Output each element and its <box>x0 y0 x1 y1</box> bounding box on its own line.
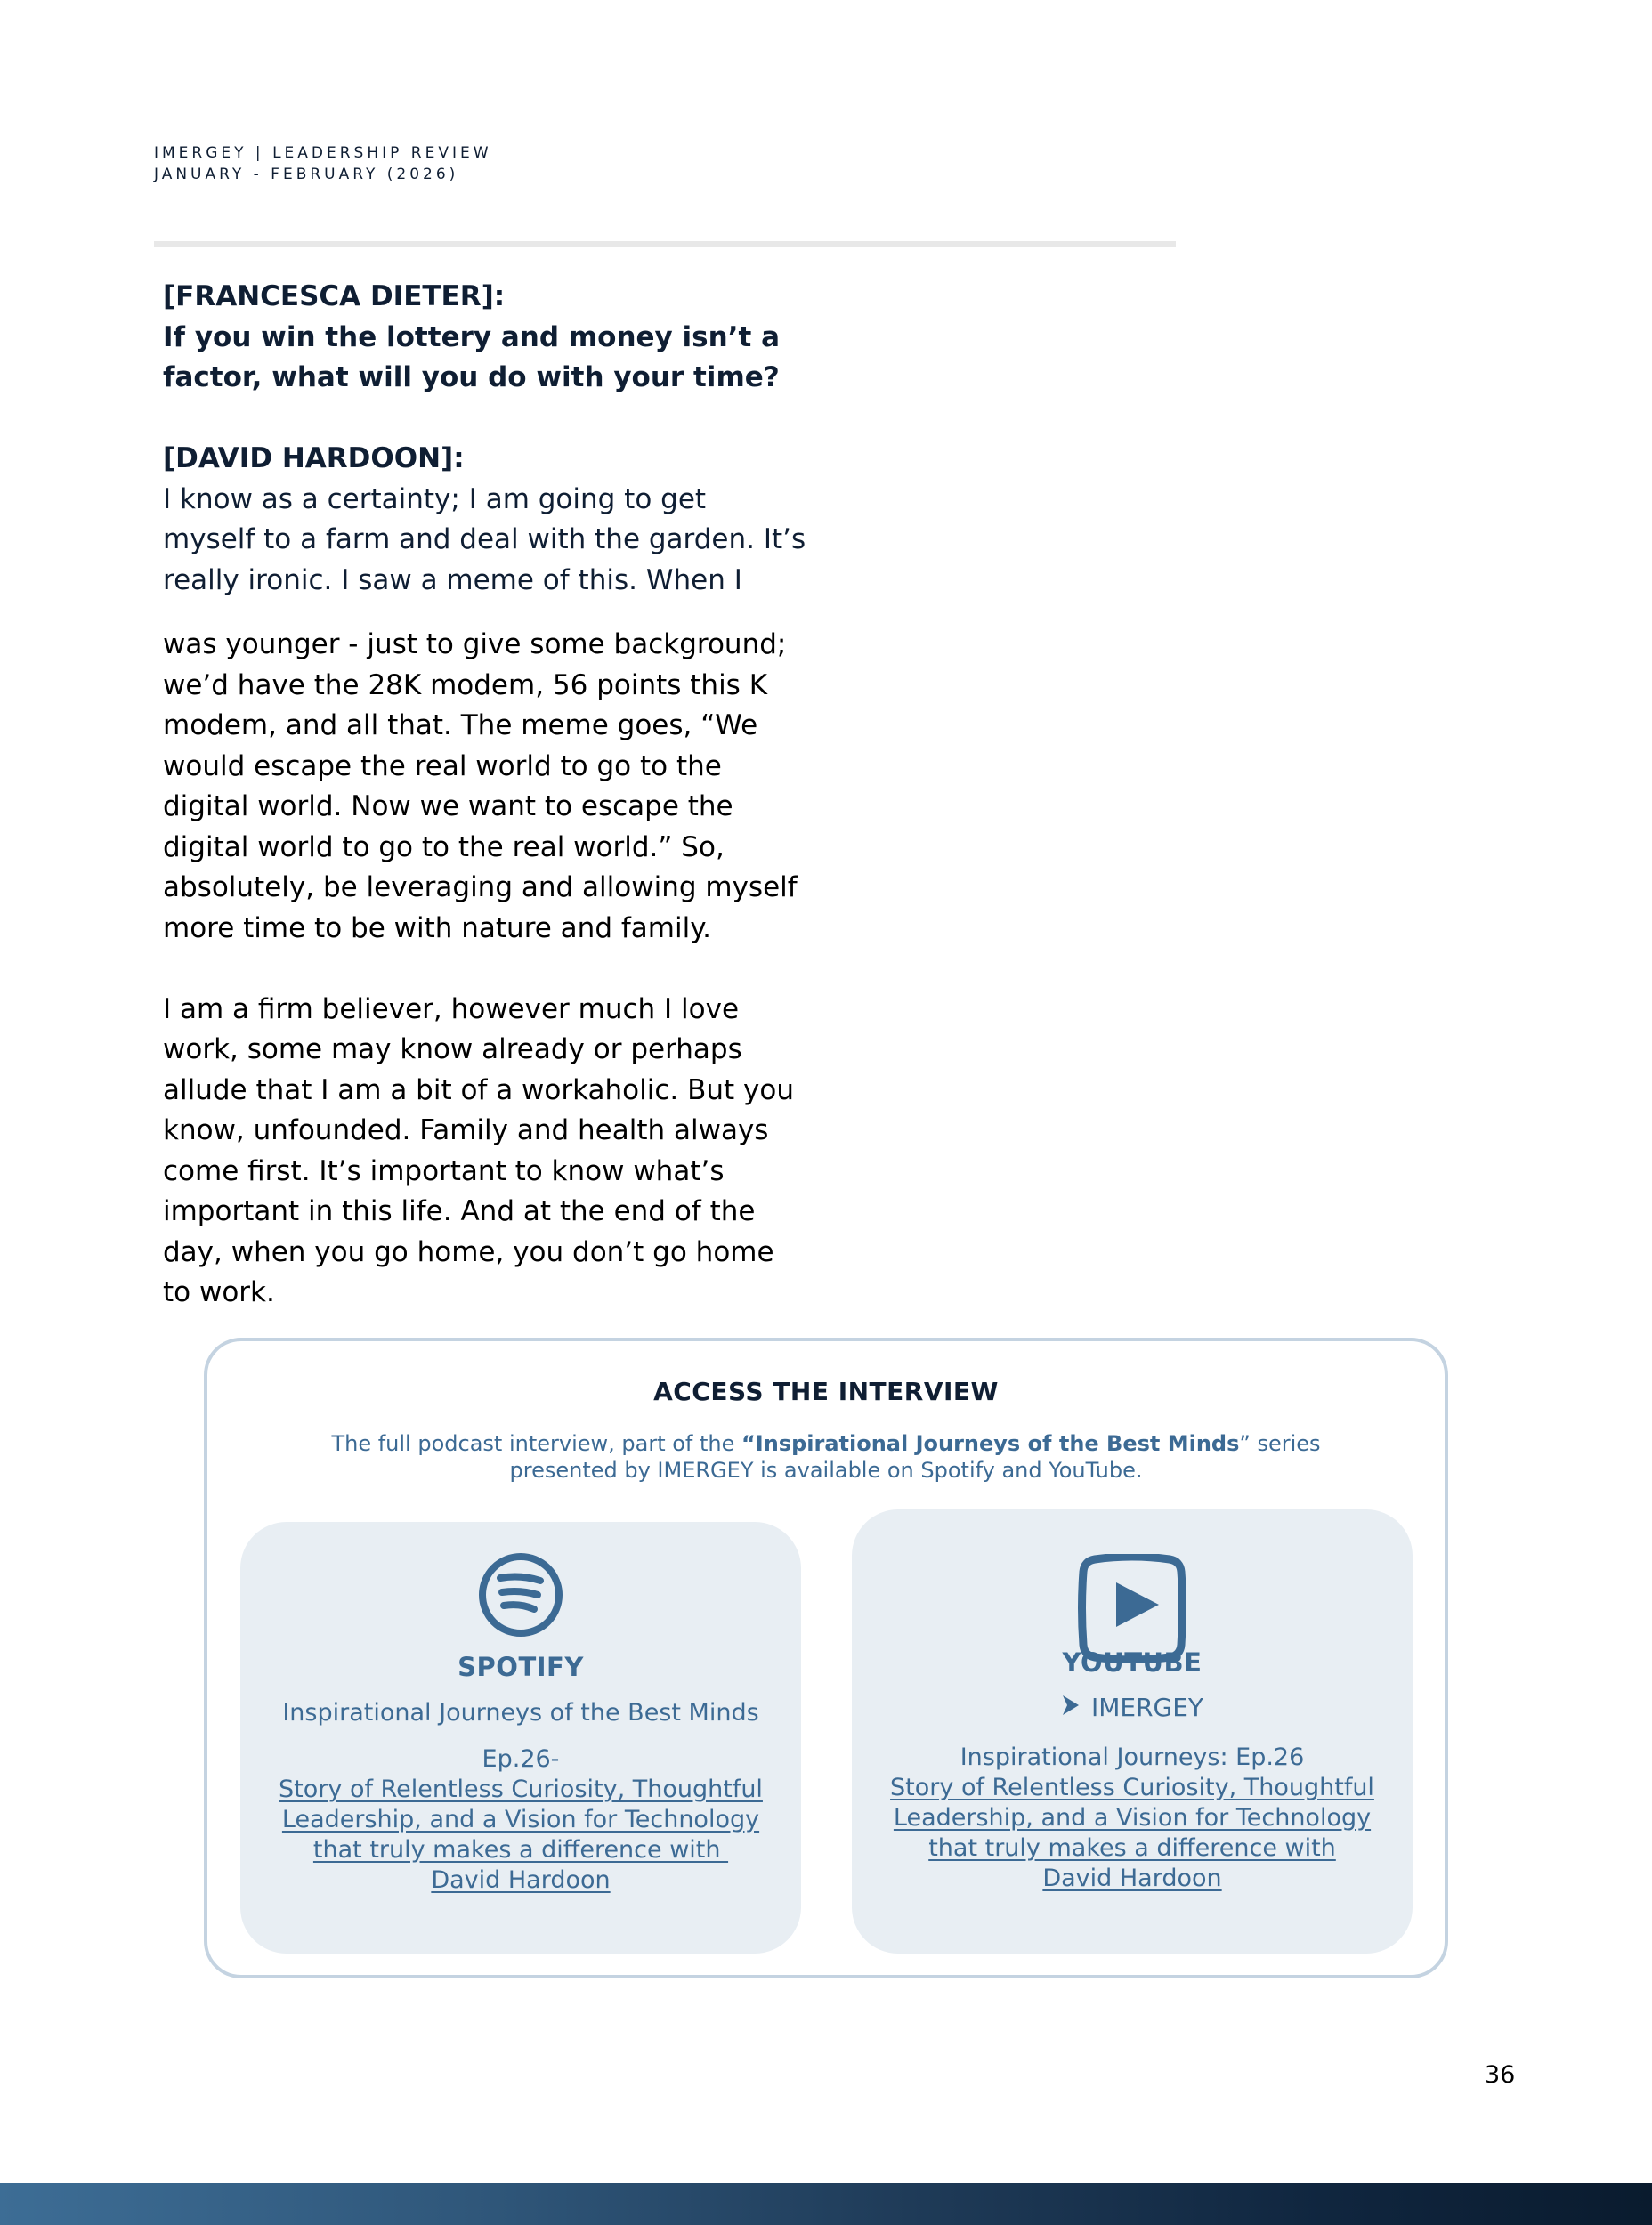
footer-bar <box>0 2183 1652 2225</box>
spotify-icon[interactable] <box>476 1550 565 1639</box>
desc-suffix: ” series <box>1239 1431 1321 1456</box>
interviewer-name: [FRANCESCA DIETER]: <box>163 280 506 312</box>
spotify-link-line[interactable]: Story of Relentless Curiosity, Thoughtful <box>279 1776 763 1803</box>
series-name: “Inspirational Journeys of the Best Minds <box>741 1431 1240 1456</box>
youtube-channel[interactable] <box>852 1693 1413 1722</box>
answer-line: digital world to go to the real world.” So, <box>163 830 725 863</box>
access-title: ACCESS THE INTERVIEW <box>653 1377 999 1406</box>
running-header <box>154 142 492 185</box>
access-interview-box <box>204 1338 1448 1978</box>
youtube-link-line[interactable]: that truly makes a difference with <box>928 1834 1336 1862</box>
spotify-episode-label: Ep.26- <box>482 1745 560 1773</box>
page-number: 36 <box>1485 2061 1516 2089</box>
youtube-episode <box>870 1743 1395 1894</box>
header-divider <box>154 241 1176 247</box>
youtube-channel-name[interactable]: IMERGEY <box>1090 1693 1204 1722</box>
answer-line: digital world. Now we want to escape the <box>163 790 733 822</box>
interviewee-name: [DAVID HARDOON]: <box>163 442 465 474</box>
youtube-card[interactable] <box>852 1509 1413 1954</box>
spotify-channel <box>240 1699 801 1727</box>
spotify-link-line[interactable]: David Hardoon <box>431 1866 611 1894</box>
question-line: If you win the lottery and money isn’t a <box>163 320 781 353</box>
answer-line: know, unfounded. Family and health always <box>163 1114 769 1146</box>
answer-line: really ironic. I saw a meme of this. When I <box>163 563 742 596</box>
answer-line: we’d have the 28K modem, 56 points this K <box>163 668 768 701</box>
desc-prefix: The full podcast interview, part of the <box>331 1431 742 1456</box>
spotify-label: SPOTIFY <box>458 1652 584 1682</box>
answer-line: I am a firm believer, however much I love <box>163 992 740 1025</box>
answer-line: myself to a farm and deal with the garden. It’s <box>163 523 806 555</box>
answer-line: allude that I am a bit of a workaholic. But you <box>163 1073 795 1106</box>
access-description <box>243 1430 1409 1484</box>
answer-line: important in this life. And at the end of the <box>163 1195 756 1227</box>
spotify-episode-link[interactable] <box>258 1775 783 1896</box>
answer-line: day, when you go home, you don’t go home <box>163 1235 774 1268</box>
spotify-episode <box>258 1744 783 1896</box>
answer-line: modem, and all that. The meme goes, “We <box>163 709 758 741</box>
youtube-link-line[interactable]: Story of Relentless Curiosity, Thoughtful <box>890 1774 1374 1801</box>
answer-line: would escape the real world to go to the <box>163 749 722 782</box>
answer-line: work, some may know already or perhaps <box>163 1033 742 1065</box>
youtube-icon[interactable] <box>1077 1554 1187 1663</box>
youtube-episode-link[interactable] <box>870 1773 1395 1894</box>
answer-line: to work. <box>163 1276 275 1308</box>
interview-article <box>163 277 804 1314</box>
answer-line: I know as a certainty; I am going to get <box>163 482 707 515</box>
publication-title: IMERGEY | LEADERSHIP REVIEW <box>154 144 492 162</box>
youtube-label: YOUTUBE <box>1062 1647 1203 1678</box>
answer-line: come first. It’s important to know what’s <box>163 1154 725 1187</box>
answer-line: absolutely, be leveraging and allowing myself <box>163 871 798 903</box>
answer-line: was younger - just to give some background; <box>163 628 787 660</box>
desc-line-2: presented by IMERGEY is available on Spotify and YouTube. <box>509 1458 1143 1483</box>
youtube-link-line[interactable]: Leadership, and a Vision for Technology <box>893 1804 1372 1832</box>
answer-line: more time to be with nature and family. <box>163 911 711 944</box>
chevron-right-icon <box>1061 1693 1081 1722</box>
youtube-link-line[interactable]: David Hardoon <box>1042 1865 1222 1892</box>
spotify-card[interactable] <box>240 1522 801 1954</box>
youtube-episode-label: Inspirational Journeys: Ep.26 <box>960 1744 1305 1771</box>
spotify-link-line[interactable]: that truly makes a difference with <box>312 1836 729 1864</box>
spotify-channel-name: Inspirational Journeys of the Best Minds <box>282 1699 759 1727</box>
issue-date: JANUARY - FEBRUARY (2026) <box>154 166 459 183</box>
question-line: factor, what will you do with your time? <box>163 361 780 393</box>
spotify-link-line[interactable]: Leadership, and a Vision for Technology <box>281 1806 760 1833</box>
